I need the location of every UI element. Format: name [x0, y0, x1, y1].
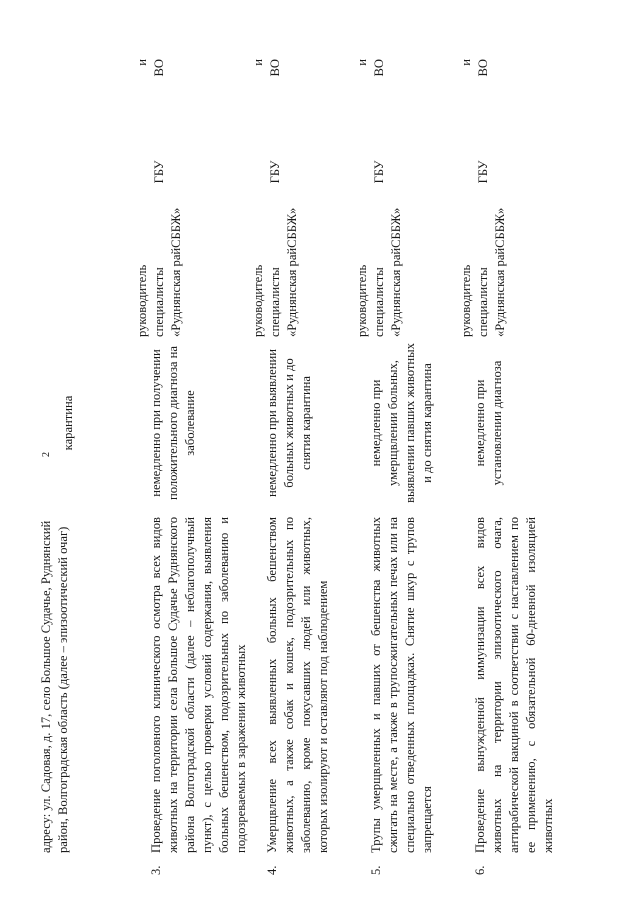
row-task: Трупы умерщвленных и павших от бешенства животных сжигать на месте, а также в трупосжигательных печах или на специально отведенных площадках. Снятие шкур с трупов запрещается [369, 517, 434, 853]
resp-word: ВО [476, 59, 490, 77]
resp-word: специалисты [268, 267, 282, 337]
resp-org: «Руднянская райСББЖ» [389, 207, 403, 337]
resp-and: и [355, 59, 369, 66]
resp-specialists [475, 59, 492, 337]
row-responsible [354, 59, 405, 337]
resp-head: руководитель [135, 264, 149, 337]
resp-and: и [251, 59, 265, 66]
row-number: 3. [149, 865, 163, 875]
resp-word: ГБУ [268, 160, 282, 184]
resp-org: «Руднянская райСББЖ» [169, 207, 183, 337]
resp-head: руководитель [251, 264, 265, 337]
resp-specialists [371, 59, 388, 337]
resp-head: руководитель [459, 264, 473, 337]
row-deadline: немедленно при умерщвлении больных, выявлении павших животных и до снятия карантина [369, 343, 434, 503]
resp-word: ГБУ [476, 160, 490, 184]
row-number: 6. [473, 865, 487, 875]
row-deadline: немедленно при получении положительного диагноза на заболевание [149, 346, 197, 501]
resp-specialists [267, 59, 284, 337]
resp-org: «Руднянская райСББЖ» [285, 207, 299, 337]
row-task: Проведение вынужденной иммунизации всех видов животных на территории эпизоотического очага, антирабической вакциной в соответствии с наставлением по ее применению, с обязательной 60-дневной изоляцией животных [473, 517, 555, 853]
row-task: Умерщвление всех выявленных больных бешенством животных, а также собак и кошек, подозрительных по заболеванию, кроме покусавших людей или животных, которых изолируют и оставляют под наблюдением [265, 517, 330, 853]
resp-word: специалисты [372, 267, 386, 337]
lead-deadline: карантина [61, 395, 75, 451]
row-number: 4. [265, 865, 279, 875]
row-task: Проведение поголовного клинического осмотра всех видов животных на территории села Большое Судачье Руднянского района Волгоградской области (далее – неблагополучный пункт), с целью проверки условий содержания, выявления больных бешенством, подозрительных по заболеванию и подозреваемых в заражении животных [149, 517, 248, 853]
row-deadline: немедленно при выявлении больных животных и до снятия карантина [265, 349, 313, 497]
page-number: 2 [41, 452, 52, 457]
resp-word: ГБУ [152, 160, 166, 184]
resp-word: специалисты [476, 267, 490, 337]
row-number: 5. [369, 865, 383, 875]
lead-text: адресу: ул. Садовая, д. 17, село Большое Судачье, Руднянский район, Волгоградская область (далее – эпизоотический очаг) [39, 520, 70, 853]
resp-and: и [135, 59, 149, 66]
resp-word: ВО [268, 59, 282, 77]
resp-org: «Руднянская райСББЖ» [493, 207, 507, 337]
resp-head: руководитель [355, 264, 369, 337]
row-responsible [134, 59, 185, 337]
resp-and: и [459, 59, 473, 66]
row-responsible [250, 59, 301, 337]
row-responsible [458, 59, 509, 337]
resp-specialists [151, 59, 168, 337]
resp-word: ВО [372, 59, 386, 77]
resp-word: ГБУ [372, 160, 386, 184]
row-deadline: немедленно при установлении диагноза [473, 360, 504, 486]
resp-word: ВО [152, 59, 166, 77]
resp-word: специалисты [152, 267, 166, 337]
